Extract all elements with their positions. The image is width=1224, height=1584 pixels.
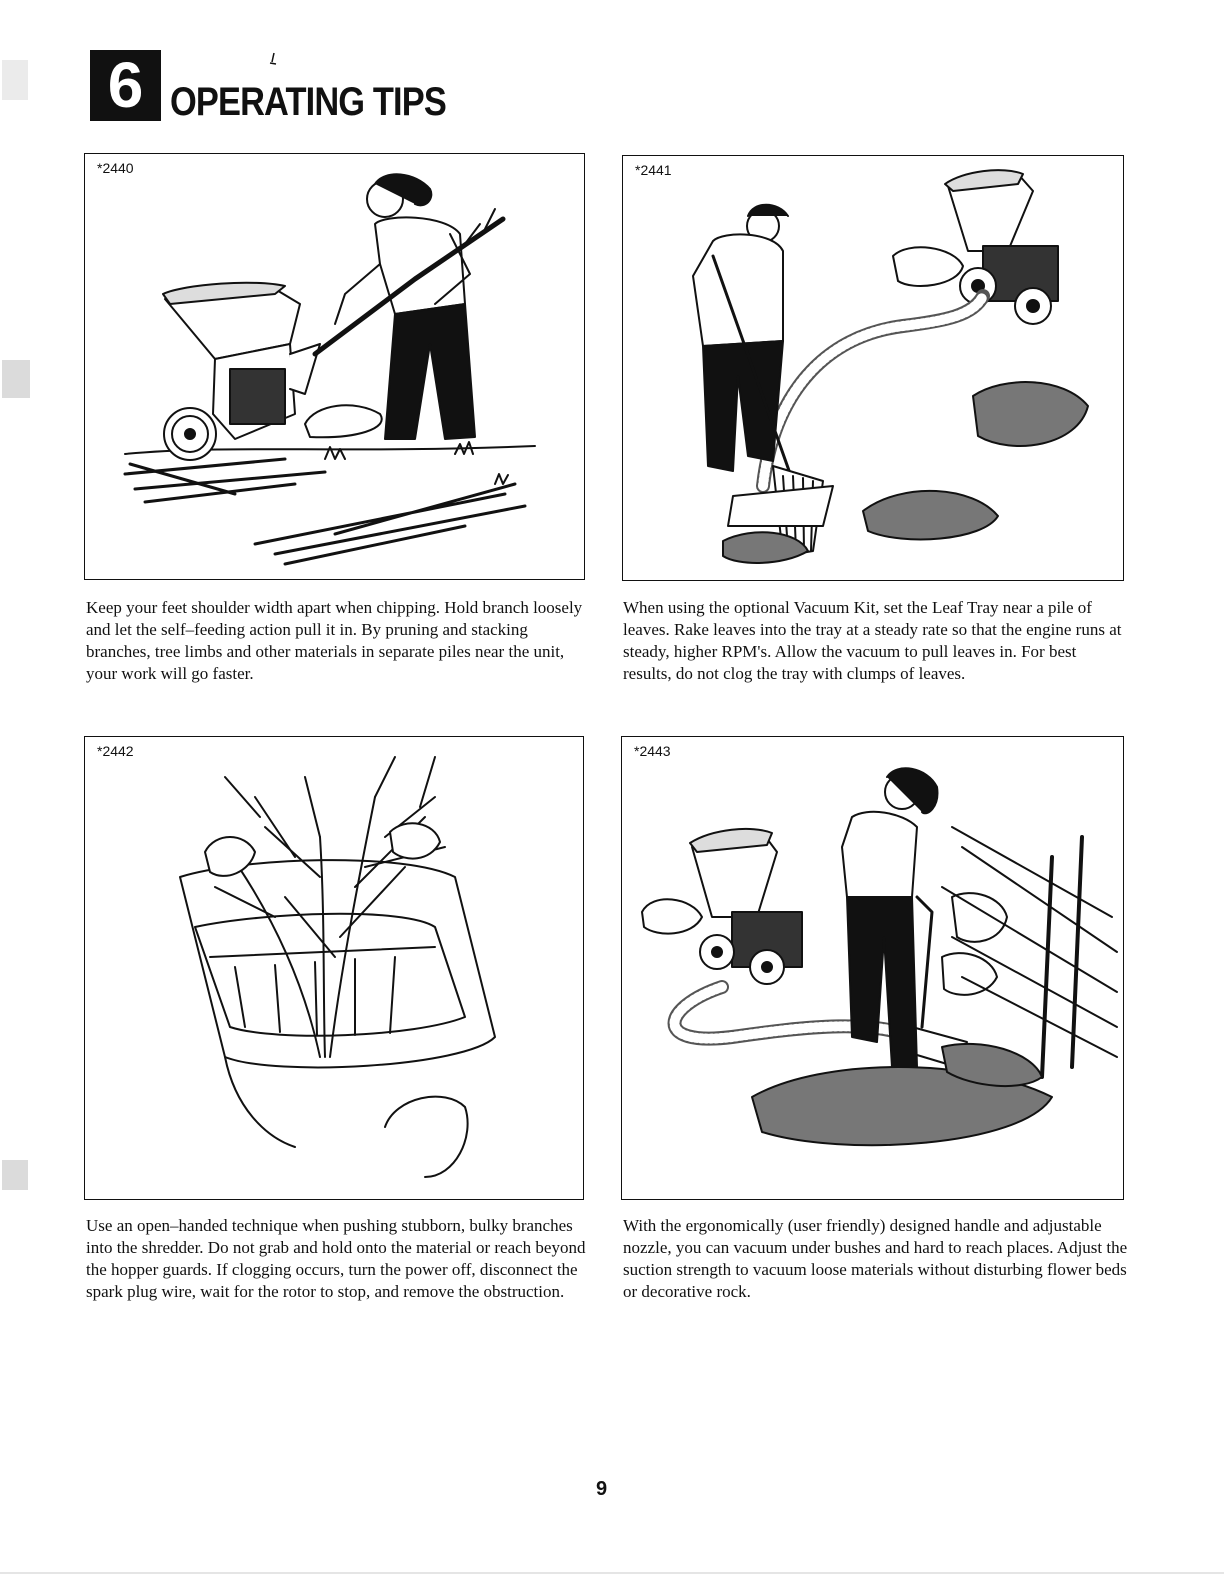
figure-number: *2443 [634,743,671,759]
figure-number: *2441 [635,162,672,178]
caption-leaf-tray: When using the optional Vacuum Kit, set the Leaf Tray near a pile of leaves. Rake leaves into the tray at a steady rate so that the engine runs at steady, higher RPM's. Allow the vacuum to pull leaves in. For best results, do not clog the tray with clumps of leaves. [623,598,1122,683]
section-title: OPERATING TIPS [170,80,446,124]
section-number-badge: 6 [90,50,161,121]
illustration-panel-vacuum-nozzle [621,736,1124,1200]
figure-number: *2440 [97,160,134,176]
illustration-panel-open-handed [84,736,584,1200]
figure-number: *2442 [97,743,134,759]
illustration-panel-chipping [84,153,585,580]
vacuum-kit-raking-illustration [623,156,1122,579]
chipper-shredder-illustration [85,154,583,578]
caption-vacuum-nozzle: With the ergonomically (user friendly) designed handle and adjustable nozzle, you can vacuum under bushes and hard to reach places. Adjust the suction strength to vacuum loose materials without disturbing flower beds or decorative rock. [623,1216,1128,1301]
page-number: 9 [596,1478,608,1500]
caption-open-handed: Use an open–handed technique when pushing stubborn, bulky branches into the shredder. Do not grab and hold onto the material or reach beyond the hopper guards. If clogging occurs, turn the power off, disconnect the spark plug wire, wait for the rotor to stop, and remove the obstruction. [86,1216,586,1301]
caption-chipping: Keep your feet shoulder width apart when chipping. Hold branch loosely and let the self–feeding action pull it in. By pruning and stacking branches, tree limbs and other materials in separate piles near the unit, your work will go faster. [86,598,583,683]
open-hand-feeding-illustration [85,737,582,1198]
scan-mark-icon [268,52,278,66]
vacuum-nozzle-illustration [622,737,1122,1198]
illustration-panel-leaf-tray [622,155,1124,581]
